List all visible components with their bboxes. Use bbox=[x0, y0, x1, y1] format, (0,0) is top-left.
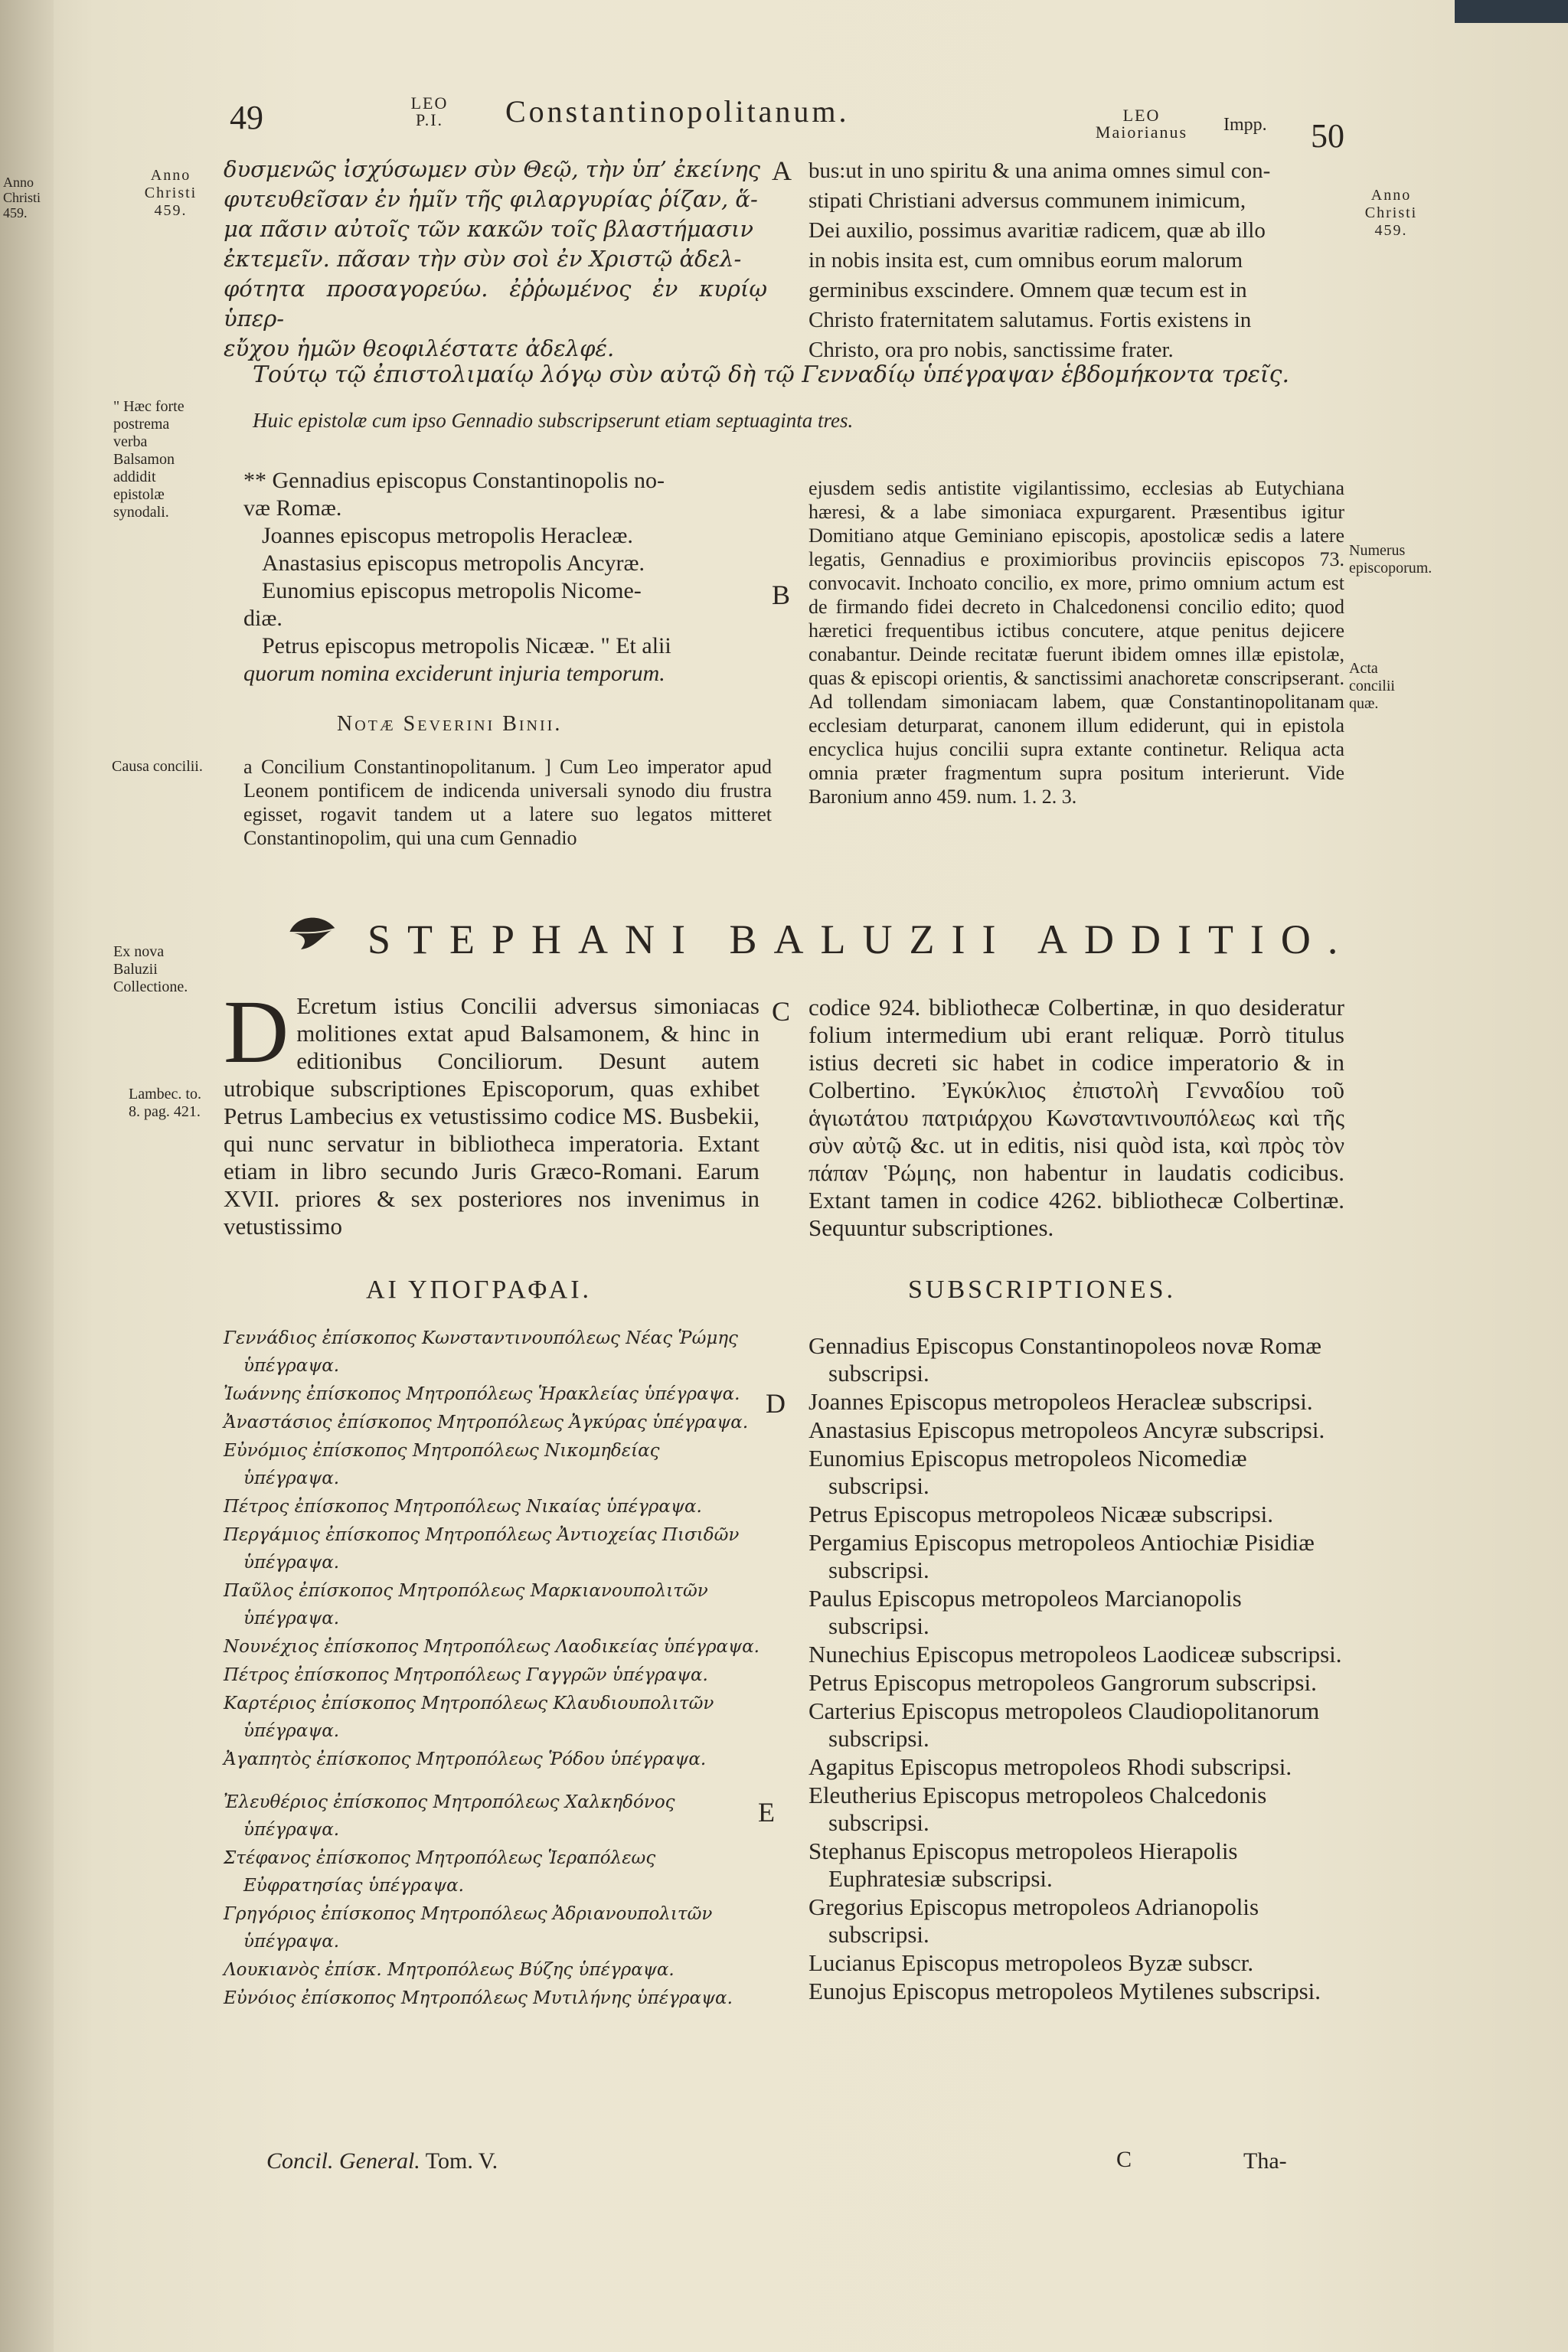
signature-label: Concil. General. bbox=[266, 2148, 420, 2174]
section-letter-e: E bbox=[758, 1797, 775, 1828]
greek-subscription: Καρτέριος ἐπίσκοπος Μητροπόλεως Κλαυδιουπολιτῶν ὑπέγραψα. bbox=[224, 1694, 714, 1741]
note-lambec: Lambec. to. 8. pag. 421. bbox=[129, 1086, 201, 1120]
section-letter-c: C bbox=[772, 996, 791, 1027]
page-number-right: 50 bbox=[1311, 117, 1344, 155]
top-edge-strip bbox=[1455, 0, 1568, 23]
additio-heading: STEPHANI BALUZII ADDITIO. bbox=[368, 916, 1355, 962]
greek-line: φότητα προσαγορεύω. ἐῤῥωμένος ἐν κυρίῳ ὑπερ- bbox=[224, 276, 767, 332]
latin-subscription: Lucianus Episcopus metropoleos Byzæ subscr. bbox=[808, 1949, 1254, 1976]
latin-line: stipati Christiani adversus communem inimicum, bbox=[808, 188, 1246, 213]
latin-subscription: Agapitus Episcopus metropoleos Rhodi subscripsi. bbox=[808, 1753, 1292, 1780]
right-anno-2: Christi bbox=[1364, 204, 1418, 221]
latin-subscription: Petrus Episcopus metropoleos Gangrorum subscripsi. bbox=[808, 1669, 1317, 1696]
signatory-line: Joannes episcopus metropolis Heracleæ. bbox=[262, 523, 633, 548]
signatory-line: diæ. bbox=[243, 606, 283, 631]
signatory-line: quorum nomina exciderunt injuria temporum. bbox=[243, 661, 665, 686]
pi-left-label: P.I. bbox=[415, 110, 444, 129]
latin-subscription: Eunojus Episcopus metropoleos Mytilenes subscripsi. bbox=[808, 1978, 1321, 2004]
greek-subscriptions-heading: ΑΙ ΥΠΟΓΡΑΦΑΙ. bbox=[366, 1276, 593, 1304]
signatory-line: Anastasius episcopus metropolis Ancyræ. bbox=[262, 550, 645, 576]
note-ex-nova: Ex nova Baluzii Collectione. bbox=[113, 943, 188, 995]
latin-subscriptions-heading: SUBSCRIPTIONES. bbox=[908, 1276, 1177, 1304]
far-left-anno bbox=[3, 175, 57, 220]
greek-subscription: Λουκιανὸς ἐπίσκ. Μητροπόλεως Βύζης ὑπέγραψα. bbox=[224, 1960, 675, 1980]
latin-subscription: Stephanus Episcopus metropoleos Hierapolis Euphratesiæ subscripsi. bbox=[808, 1838, 1238, 1892]
greek-subscription: Εὐνόιος ἐπίσκοπος Μητροπόλεως Μυτιλήνης ὑπέγραψα. bbox=[224, 1988, 733, 2008]
additio-left-text bbox=[224, 982, 760, 1240]
maiorianus-label: Maiorianus bbox=[1095, 122, 1188, 142]
latin-subscription: Eunomius Episcopus metropoleos Nicomediæ subscripsi. bbox=[808, 1445, 1247, 1499]
signatory-line: Eunomius episcopus metropolis Nicome- bbox=[262, 578, 642, 603]
left-anno-2: Christi bbox=[144, 185, 198, 201]
greek-subscription: Πέτρος ἐπίσκοπος Μητροπόλεως Νικαίας ὑπέγραψα. bbox=[224, 1497, 702, 1517]
signature-letter: C bbox=[1116, 2147, 1132, 2172]
greek-line: φυτευθεῖσαν ἐν ἡμῖν τῆς φιλαργυρίας ῥίζαν, ἅ- bbox=[224, 186, 758, 212]
signatory-line: væ Romæ. bbox=[243, 495, 342, 521]
far-left-anno-2: Christi bbox=[3, 190, 41, 205]
signatory-list bbox=[243, 467, 772, 688]
greek-line: ἐκτεμεῖν. πᾶσαν τὴν σὺν σοὶ ἐν Χριστῷ ἀδελ- bbox=[224, 246, 742, 272]
left-anno bbox=[129, 167, 213, 220]
notae-text: a Concilium Constantinopolitanum. ] Cum Leo imperator apud Leonem pontificem de indicenda universali synodo diu frustra egisset, rogavit tandem ut a latere suo legatos mitteret Constantinopolim, qui una cum Gennadio bbox=[243, 756, 772, 849]
greek-subscription: Ἀναστάσιος ἐπίσκοπος Μητροπόλεως Ἀγκύρας ὑπέγραψα. bbox=[224, 1413, 749, 1432]
latin-line: Dei auxilio, possimus avaritiæ radicem, quæ ab illo bbox=[808, 218, 1266, 243]
greek-subscription-note: Τούτῳ τῷ ἐπιστολιμαίῳ λόγῳ σὺν αὐτῷ δὴ τῷ Γενναδίῳ ὑπέγραψαν ἑβδομήκοντα τρεῖς. bbox=[253, 361, 1289, 388]
latin-subscription: Carterius Episcopus metropoleos Claudiopolitanorum subscripsi. bbox=[808, 1697, 1320, 1752]
greek-subscription: Νουνέχιος ἐπίσκοπος Μητροπόλεως Λαοδικείας ὑπέγραψα. bbox=[224, 1637, 760, 1657]
greek-letter-ending bbox=[224, 155, 767, 364]
latin-subscription-note: Huic epistolæ cum ipso Gennadio subscripserunt etiam septuaginta tres. bbox=[253, 409, 854, 432]
latin-subscription-list bbox=[808, 1332, 1344, 2006]
far-left-anno-1: Anno bbox=[3, 175, 34, 190]
greek-subscription: Παῦλος ἐπίσκοπος Μητροπόλεως Μαρκιανουπολιτῶν ὑπέγραψα. bbox=[224, 1581, 708, 1628]
commentary-right: ejusdem sedis antistite vigilantissimo, ecclesias ab Eutychiana hæresi, & a labe simoniaca expurgarent. Præsentibus igitur Domitiano atque Geminiano episcopis, apostolicæ sedis a latere legatis, Gennadius e proximioribus provinciis episcopos 73. convocavit. Inchoato concilio, ex more, primo omnium actum est de firmando fidei decreto in Chalcedonensi concilio edito; quod hæretici frequentibus ictibus concutere, atque penitus dejicere conabantur. Deinde recitatæ fuerunt ibidem omnes illæ epistolæ, quas & episcopi orientis, & sanctissimi anachoretæ conscripserant. Ad tollendam simoniacam labem, quæ Constantinopolitanam ecclesiam deturparat, canonem illum ediderunt, qui in epistola encyclica hujus concilii supra extante continetur. Reliqua acta omnia præter fragmentum supra positum interierunt. Vide Baronium anno 459. num. 1. 2. 3. bbox=[808, 477, 1344, 808]
section-letter-d: D bbox=[766, 1388, 786, 1419]
section-letter-b: B bbox=[772, 580, 791, 610]
latin-subscription: Gennadius Episcopus Constantinopoleos novæ Romæ subscripsi. bbox=[808, 1332, 1321, 1387]
latin-subscription: Nunechius Episcopus metropoleos Laodiceæ subscripsi. bbox=[808, 1641, 1342, 1668]
greek-line: μα πᾶσιν αὐτοῖς τῶν κακῶν τοῖς βλαστήμασιν bbox=[224, 216, 754, 242]
left-anno-1: Anno bbox=[150, 167, 191, 184]
page-number-left: 49 bbox=[230, 99, 263, 136]
header-leo-right bbox=[1069, 107, 1214, 141]
greek-subscription: Εὐνόμιος ἐπίσκοπος Μητροπόλεως Νικομηδείας ὑπέγραψα. bbox=[224, 1441, 660, 1488]
right-anno-1: Anno bbox=[1370, 187, 1412, 204]
note-acta: Acta concilii quæ. bbox=[1349, 660, 1395, 712]
note-causa-concilii: Causa concilii. bbox=[112, 758, 203, 775]
greek-subscription: Στέφανος ἐπίσκοπος Μητροπόλεως Ἱεραπόλεως Εὐφρατησίας ὑπέγραψα. bbox=[224, 1848, 656, 1896]
latin-line: bus:ut in uno spiritu & una anima omnes simul con- bbox=[808, 158, 1271, 183]
latin-line: germinibus exscindere. Omnem quæ tecum est in bbox=[808, 278, 1247, 302]
latin-subscription: Anastasius Episcopus metropoleos Ancyræ subscripsi. bbox=[808, 1416, 1325, 1443]
far-left-anno-3: 459. bbox=[3, 205, 28, 220]
latin-letter-ending bbox=[808, 156, 1344, 365]
latin-subscription: Paulus Episcopus metropoleos Marcianopolis subscripsi. bbox=[808, 1585, 1242, 1639]
additio-left-body: Ecretum istius Concilii adversus simoniacas molitiones extat apud Balsamonem, & hinc in editionibus Conciliorum. Desunt autem utrobique subscriptiones Episcoporum, quas exhibet Petrus Lambecius ex vetustissimo codice MS. Busbekii, qui nunc servatur in bibliotheca imperatoria. Extant etiam in libro secundo Juris Græco-Romani. Earum XVII. priores & sex posteriores nos invenimus in vetustissimo bbox=[224, 992, 760, 1240]
greek-subscription: Γρηγόριος ἐπίσκοπος Μητροπόλεως Ἀδριανουπολιτῶν ὑπέγραψα. bbox=[224, 1904, 713, 1952]
greek-subscription: Ἐλευθέριος ἐπίσκοπος Μητροπόλεως Χαλκηδόνος ὑπέγραψα. bbox=[224, 1792, 675, 1840]
latin-line: in nobis insita est, cum omnibus eorum malorum bbox=[808, 248, 1243, 273]
signatory-line: ** Gennadius episcopus Constantinopolis no- bbox=[243, 468, 665, 493]
greek-subscription: Ἰωάννης ἐπίσκοπος Μητροπόλεως Ἡρακλείας ὑπέγραψα. bbox=[224, 1384, 740, 1404]
latin-line: Christo fraternitatem salutamus. Fortis existens in bbox=[808, 308, 1252, 332]
latin-subscription: Joannes Episcopus metropoleos Heracleæ subscripsi. bbox=[808, 1388, 1313, 1415]
greek-subscription: Ἀγαπητὸς ἐπίσκοπος Μητροπόλεως Ῥόδου ὑπέγραψα. bbox=[224, 1749, 707, 1769]
tome-label: Tom. V. bbox=[425, 2148, 498, 2174]
catchword: Tha- bbox=[1243, 2148, 1287, 2174]
hedera-leaf-icon bbox=[282, 910, 343, 956]
running-title: Constantinopolitanum. bbox=[505, 94, 850, 129]
latin-subscription: Gregorius Episcopus metropoleos Adrianopolis subscripsi. bbox=[808, 1893, 1259, 1948]
greek-subscription: Περγάμιος ἐπίσκοπος Μητροπόλεως Ἀντιοχείας Πισιδῶν ὑπέγραψα. bbox=[224, 1525, 740, 1573]
notae-title: Notæ Severini Binii. bbox=[337, 712, 563, 736]
leo-left-label: LEO bbox=[410, 93, 449, 113]
latin-subscription: Petrus Episcopus metropoleos Nicææ subscripsi. bbox=[808, 1501, 1274, 1527]
latin-line: Christo, ora pro nobis, sanctissime frater. bbox=[808, 338, 1174, 362]
right-anno-3: 459. bbox=[1374, 222, 1408, 239]
note-numerus: Numerus episcoporum. bbox=[1349, 542, 1432, 577]
greek-subscription: Πέτρος ἐπίσκοπος Μητροπόλεως Γαγγρῶν ὑπέγραψα. bbox=[224, 1665, 708, 1685]
note-haec-forte: " Hæc forte postrema verba Balsamon addidit epistolæ synodali. bbox=[113, 398, 185, 521]
greek-line: δυσμενῶς ἰσχύσωμεν σὺν Θεῷ, τὴν ὑπ’ ἐκείνης bbox=[224, 156, 760, 182]
signatory-line: Petrus episcopus metropolis Nicææ. " Et alii bbox=[262, 633, 671, 658]
right-anno bbox=[1349, 187, 1433, 240]
header-impp: Impp. bbox=[1223, 115, 1267, 135]
header-leo-left bbox=[410, 95, 449, 129]
greek-subscription-list bbox=[224, 1325, 760, 2013]
additio-right-text: codice 924. bibliothecæ Colbertinæ, in quo desideratur folium intermedium ubi erant reliquæ. Porrò titulus istius decreti sic habet in codice imperatorio & in Colbertino. Ἐγκύκλιος ἐπιστολὴ Γενναδίου τοῦ ἁγιωτάτου πατριάρχου Κωνσταντινουπόλεως καὶ τῆς σὺν αὐτῷ &c. ut in editis, nisi quòd ista, καὶ πρὸς τὸν πάπαν Ῥώμης, non habentur in laudatis codicibus. Extant tamen in codice 4262. bibliothecæ Colbertinæ. Sequuntur subscriptiones. bbox=[808, 994, 1344, 1241]
latin-subscription: Eleutherius Episcopus metropoleos Chalcedonis subscripsi. bbox=[808, 1782, 1267, 1836]
section-letter-a: A bbox=[772, 155, 792, 186]
greek-line: εὔχου ἡμῶν θεοφιλέστατε ἀδελφέ. bbox=[224, 335, 615, 361]
book-spine-shadow bbox=[0, 0, 54, 2352]
greek-subscription: Γεννάδιος ἐπίσκοπος Κωνσταντινουπόλεως Νέας Ῥώμης ὑπέγραψα. bbox=[224, 1328, 738, 1376]
leo-right-label: LEO bbox=[1122, 106, 1161, 125]
signature-footer bbox=[266, 2148, 498, 2174]
latin-subscription: Pergamius Episcopus metropoleos Antiochiæ Pisidiæ subscripsi. bbox=[808, 1529, 1315, 1583]
drop-cap-letter: D bbox=[224, 982, 289, 1082]
left-anno-3: 459. bbox=[154, 202, 188, 219]
